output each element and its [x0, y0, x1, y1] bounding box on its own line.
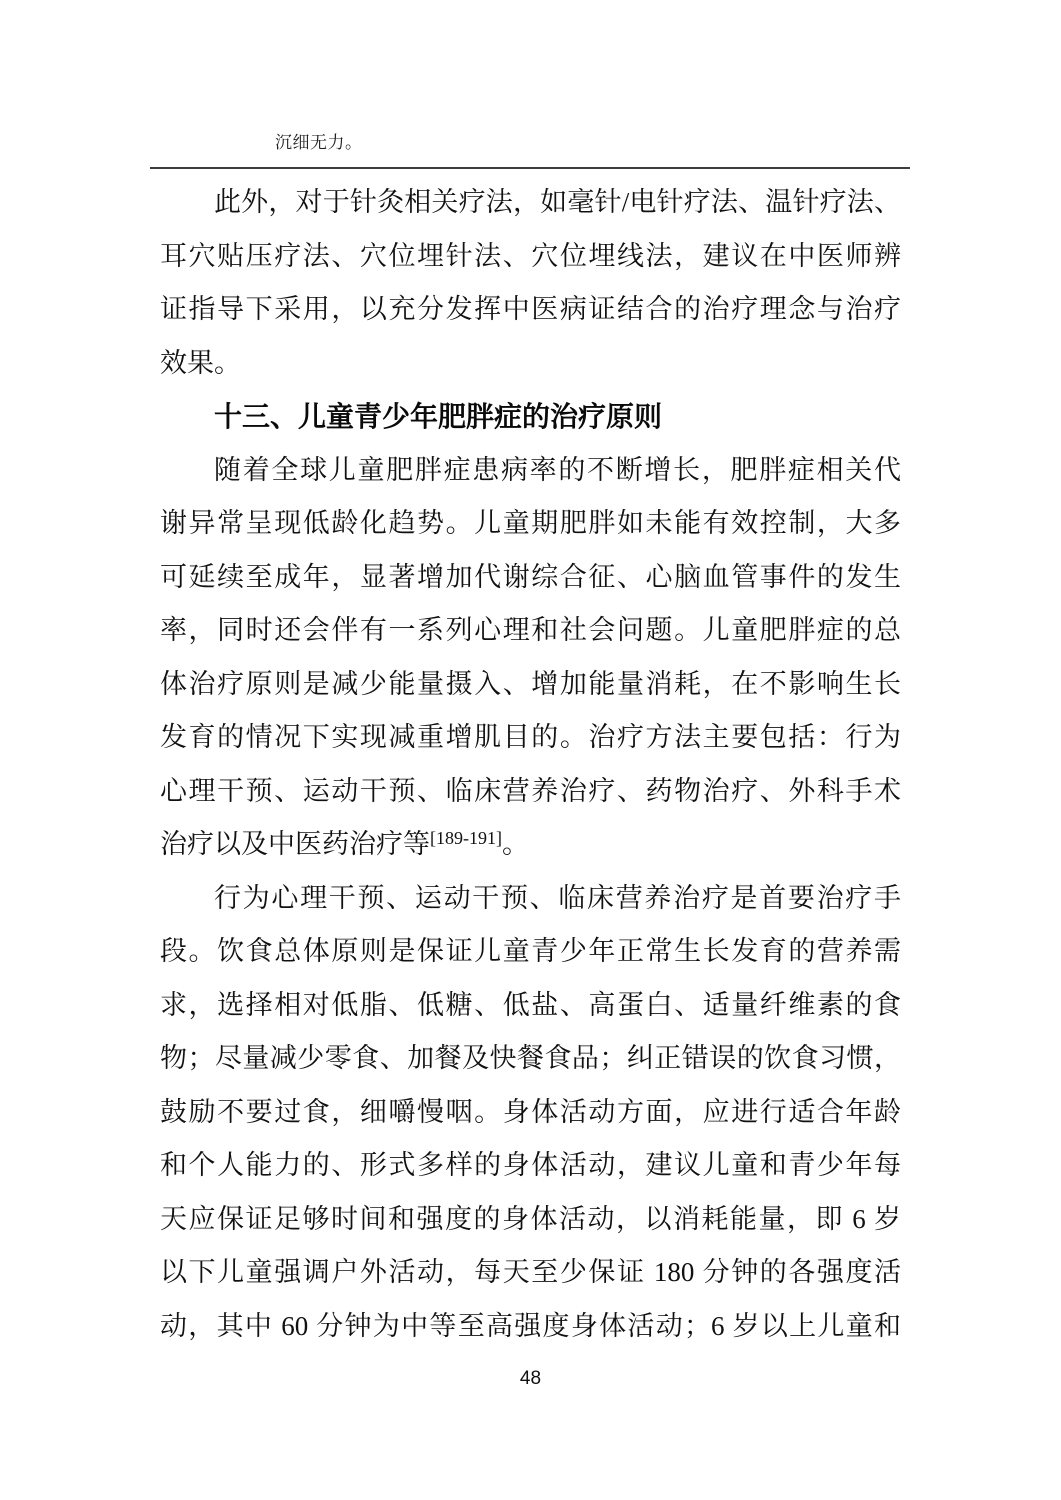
text-run: 效果。 — [160, 347, 241, 378]
text-line — [160, 444, 901, 498]
paragraph-intervention-principles — [160, 872, 901, 1354]
text-line — [160, 818, 901, 872]
text-run: 和个人能力的、形式多样的身体活动，建议儿童和青少年每 — [160, 1150, 901, 1180]
text-line — [160, 497, 901, 551]
page-number: 48 — [519, 1368, 542, 1389]
text-line — [160, 337, 901, 391]
text-run: 发育的情况下实现减重增肌目的。治疗方法主要包括：行为 — [160, 722, 901, 752]
citation-superscript: [189-191] — [430, 828, 502, 848]
text-line — [160, 1246, 901, 1300]
text-line — [160, 711, 901, 765]
text-run: 此外，对于针灸相关疗法，如毫针/电针疗法、温针疗法、 — [214, 187, 901, 217]
text-run: 谢异常呈现低龄化趋势。儿童期肥胖如未能有效控制，大多 — [160, 508, 901, 538]
text-run: 证指导下采用，以充分发挥中医病证结合的治疗理念与治疗 — [160, 294, 901, 324]
text-run: 率，同时还会伴有一系列心理和社会问题。儿童肥胖症的总 — [160, 615, 901, 645]
text-run: 以下儿童强调户外活动，每天至少保证 180 分钟的各强度活 — [160, 1257, 901, 1287]
footnote-continuation-text: 沉细无力。 — [275, 133, 363, 152]
text-line — [160, 1086, 901, 1140]
paragraph-obesity-overview — [160, 444, 901, 872]
text-run: 治疗以及中医药治疗等 — [160, 829, 430, 859]
text-line — [160, 1193, 901, 1247]
text-run: 心理干预、运动干预、临床营养治疗、药物治疗、外科手术 — [160, 775, 901, 806]
text-run: 可延续至成年，显著增加代谢综合征、心脑血管事件的发生 — [160, 561, 901, 592]
text-body — [160, 176, 901, 1353]
text-line — [160, 551, 901, 605]
text-run: 天应保证足够时间和强度的身体活动，以消耗能量，即 6 岁 — [160, 1203, 901, 1234]
paragraph-acupuncture-therapies — [160, 176, 901, 390]
text-line — [160, 765, 901, 819]
text-line — [160, 283, 901, 337]
text-run: 物；尽量减少零食、加餐及快餐食品；纠正错误的饮食习惯， — [160, 1043, 901, 1073]
text-run: 体治疗原则是减少能量摄入、增加能量消耗，在不影响生长 — [160, 668, 901, 699]
text-line — [160, 1139, 901, 1193]
text-line — [160, 872, 901, 926]
text-run: 鼓励不要过食，细嚼慢咽。身体活动方面，应进行适合年龄 — [160, 1096, 901, 1127]
text-run: 耳穴贴压疗法、穴位埋针法、穴位埋线法，建议在中医师辨 — [160, 240, 901, 271]
text-line — [160, 604, 901, 658]
text-run: 行为心理干预、运动干预、临床营养治疗是首要治疗手 — [214, 882, 901, 913]
text-run: 动，其中 60 分钟为中等至高强度身体活动；6 岁以上儿童和 — [160, 1310, 901, 1341]
text-line — [160, 925, 901, 979]
text-line — [160, 658, 901, 712]
text-run: 。 — [501, 829, 529, 859]
text-run: 求，选择相对低脂、低糖、低盐、高蛋白、适量纤维素的食 — [160, 989, 901, 1020]
text-run: 段。饮食总体原则是保证儿童青少年正常生长发育的营养需 — [160, 936, 901, 966]
text-line — [160, 1032, 901, 1086]
text-line — [160, 176, 901, 230]
horizontal-rule — [150, 167, 910, 169]
text-line — [160, 1300, 901, 1354]
text-run: 随着全球儿童肥胖症患病率的不断增长，肥胖症相关代 — [214, 454, 901, 485]
text-line — [160, 230, 901, 284]
text-line — [160, 979, 901, 1033]
section-heading: 十三、儿童青少年肥胖症的治疗原则 — [214, 401, 663, 432]
